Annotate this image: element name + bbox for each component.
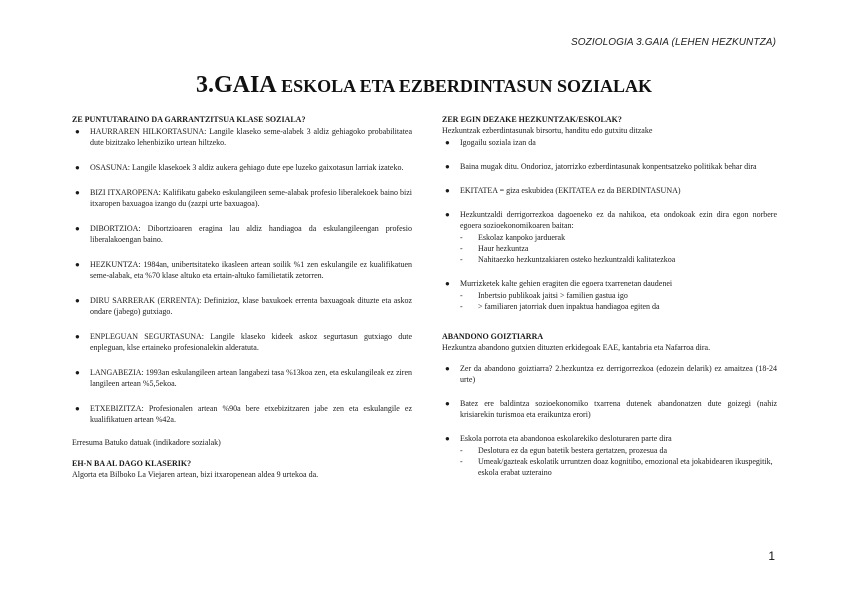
bullet-dot-icon: ● — [445, 138, 450, 147]
sub-list-item — [460, 301, 777, 312]
sub-list-item — [460, 232, 777, 243]
dash-icon: - — [460, 446, 463, 455]
sub-list-text: Eskolaz kanpoko jarduerak — [478, 233, 566, 242]
bullet-item — [72, 331, 412, 353]
bullet-dot-icon: ● — [75, 368, 80, 377]
bullet-item — [442, 433, 777, 478]
abandono-paragraph: Hezkuntza abandono gutxien dituzten erkidegoak EAE, kantabria eta Nafarroa dira. — [442, 343, 711, 352]
bullet-dot-icon: ● — [445, 162, 450, 171]
bullet-text: ENPLEGUAN SEGURTASUNA: Langile klaseko kideek askoz segurtasun gutxiago dute enpleguan, klse ertaineko profesionalekin alderatuta. — [90, 332, 412, 352]
sub-list-text: Nahitaezko hezkuntzakiaren osteko hezkuntzaldi kalitatezkoa — [478, 255, 676, 264]
sub-list-item — [460, 445, 777, 456]
sub-list-item — [460, 243, 777, 254]
bullet-text: HAURRAREN HILKORTASUNA: Langile klaseko seme-alabek 3 aldiz gehiagoko probabilitatea dute bizitzako lehenbiziko urtean hiltzeko. — [90, 127, 412, 147]
bullet-text: HEZKUNTZA: 1984an, unibertsitateko ikasleen artean soilik %1 zen eskulangile ez kualifikatuen seme-alabak, eta %70 klase altuko eta ertain-altuko familietatik zetorren. — [90, 260, 412, 280]
bullet-dot-icon: ● — [75, 127, 80, 136]
source-note: Erresuma Batuko datuak (indikadore sozialak) — [72, 438, 221, 447]
title-text: ESKOLA ETA EZBERDINTASUN SOZIALAK — [281, 76, 653, 96]
bullet-dot-icon: ● — [445, 210, 450, 219]
section-heading-hezkuntza: ZER EGIN DEZAKE HEZKUNTZAK/ESKOLAK? — [442, 115, 622, 124]
sub-list-item — [460, 254, 777, 265]
bullet-item — [72, 162, 412, 173]
bullet-text: Hezkuntzaldi derrigorrezkoa dagoeneko ez da nahikoa, eta ondokoak ezin dira egon norbere egoera sozioekonomikoaren baitan: — [460, 210, 777, 230]
bullet-dot-icon: ● — [75, 296, 80, 305]
bullet-dot-icon: ● — [445, 399, 450, 408]
bullet-text: LANGABEZIA: 1993an eskulangileen artean langabezi tasa %13koa zen, eta eskulangileak ez ziren langileen artean %5,5ekoa. — [90, 368, 412, 388]
page-number: 1 — [768, 549, 775, 563]
dash-icon: - — [460, 233, 463, 242]
bullet-item — [72, 403, 412, 425]
sub-list-item — [460, 456, 777, 478]
sub-list — [460, 290, 777, 312]
bullet-item — [72, 259, 412, 281]
section-heading-klase: ZE PUNTUTARAINO DA GARRANTZITSUA KLASE SOZIALA? — [72, 115, 306, 124]
right-column — [442, 114, 777, 491]
bullet-item — [442, 209, 777, 265]
right-bullet-list — [442, 137, 777, 312]
sub-list — [460, 232, 777, 265]
bullet-dot-icon: ● — [445, 279, 450, 288]
bullet-dot-icon: ● — [445, 186, 450, 195]
bullet-item — [442, 278, 777, 312]
bullet-item — [442, 137, 777, 148]
dash-icon: - — [460, 244, 463, 253]
bullet-text: Batez ere baldintza sozioekonomiko txarrena dutenek abandonatzen dute goizegi (nahiz krisiarekin turismoa eta eraikuntza erori) — [460, 399, 777, 419]
dash-icon: - — [460, 291, 463, 300]
bullet-item — [442, 398, 777, 420]
bullet-text: ETXEBIZITZA: Profesionalen artean %90a bere etxebizitzaren jabe zen eta eskulangile ez kualifikatuen artean %42a. — [90, 404, 412, 424]
bullet-dot-icon: ● — [75, 332, 80, 341]
dash-icon: - — [460, 457, 463, 466]
section-heading-abandono: ABANDONO GOIZTIARRA — [442, 332, 544, 341]
bullet-text: OSASUNA: Langile klasekoek 3 aldiz aukera gehiago dute epe luzeko gaixotasun larriak izateko. — [90, 163, 404, 172]
abandono-bullet-list — [442, 363, 777, 478]
sub-list-text: Umeak/gazteak eskolatik urruntzen doaz kognitibo, emozional eta jokabidearen ikuspegitik, eskola erabat uzteraino — [478, 457, 773, 477]
bullet-item — [72, 187, 412, 209]
bullet-text: BIZI ITXAROPENA: Kalifikatu gabeko eskulangileen seme-alabak profesio liberalekoek baino bizi itxaropen baxuagoa izango du (zazpi urte baxuagoa). — [90, 188, 412, 208]
left-column — [72, 114, 412, 480]
sub-list-text: Deslotura ez da egun batetik bestera gertatzen, prozesua da — [478, 446, 668, 455]
bullet-item — [72, 295, 412, 317]
bullet-item — [72, 126, 412, 148]
bullet-text: DIRU SARRERAK (ERRENTA): Definizioz, klase baxukoek errenta baxuagoak dituzte eta askoz ondare (jabego) gutxiago. — [90, 296, 412, 316]
hezkuntza-intro: Hezkuntzak ezberdintasunak birsortu, handitu edo gutxitu ditzake — [442, 126, 653, 135]
bullet-item — [72, 223, 412, 245]
title-number: 3.GAIA — [195, 72, 277, 98]
section-heading-eh: EH-N BA AL DAGO KLASERIK? — [72, 459, 192, 468]
bullet-text: Igogailu soziala izan da — [460, 138, 536, 147]
bullet-dot-icon: ● — [75, 163, 80, 172]
bullet-text: Eskola porrota eta abandonoa eskolarekiko desloturaren parte dira — [460, 434, 672, 443]
bullet-dot-icon: ● — [75, 188, 80, 197]
bullet-dot-icon: ● — [75, 260, 80, 269]
bullet-text: EKITATEA = giza eskubidea (EKITATEA ez da BERDINTASUNA) — [460, 186, 681, 195]
bullet-dot-icon: ● — [75, 404, 80, 413]
bullet-dot-icon: ● — [75, 224, 80, 233]
bullet-item — [442, 363, 777, 385]
bullet-text: Murrizketek kalte gehien eragiten die egoera txarrenetan daudenei — [460, 279, 673, 288]
sub-list — [460, 445, 777, 478]
eh-paragraph: Algorta eta Bilboko La Viejaren artean, bizi itxaropenean aldea 9 urtekoa da. — [72, 470, 319, 479]
sub-list-text: Inbertsio publikoak jaitsi > familien gastua igo — [478, 291, 628, 300]
bullet-item — [72, 367, 412, 389]
bullet-dot-icon: ● — [445, 364, 450, 373]
bullet-text: Zer da abandono goiztiarra? 2.hezkuntza ez derrigorrezkoa (edozein delarik) ez amaitzea (18-24 urte) — [460, 364, 777, 384]
bullet-text: DIBORTZIOA: Dibortzioaren eragina lau aldiz handiagoa da eskulangileengan profesio liberalakoengan baino. — [90, 224, 412, 244]
page-title — [0, 72, 848, 99]
left-bullet-list — [72, 126, 412, 425]
bullet-dot-icon: ● — [445, 434, 450, 443]
sub-list-item — [460, 290, 777, 301]
dash-icon: - — [460, 302, 463, 311]
bullet-item — [442, 161, 777, 172]
running-header: SOZIOLOGIA 3.GAIA (LEHEN HEZKUNTZA) — [570, 37, 776, 48]
dash-icon: - — [460, 255, 463, 264]
bullet-text: Baina mugak ditu. Ondorioz, jatorrizko ezberdintasunak konpentsatzeko politikak behar dira — [460, 162, 757, 171]
bullet-item — [442, 185, 777, 196]
sub-list-text: > familiaren jatorriak duen inpaktua handiagoa egiten da — [478, 302, 660, 311]
sub-list-text: Haur hezkuntza — [478, 244, 529, 253]
